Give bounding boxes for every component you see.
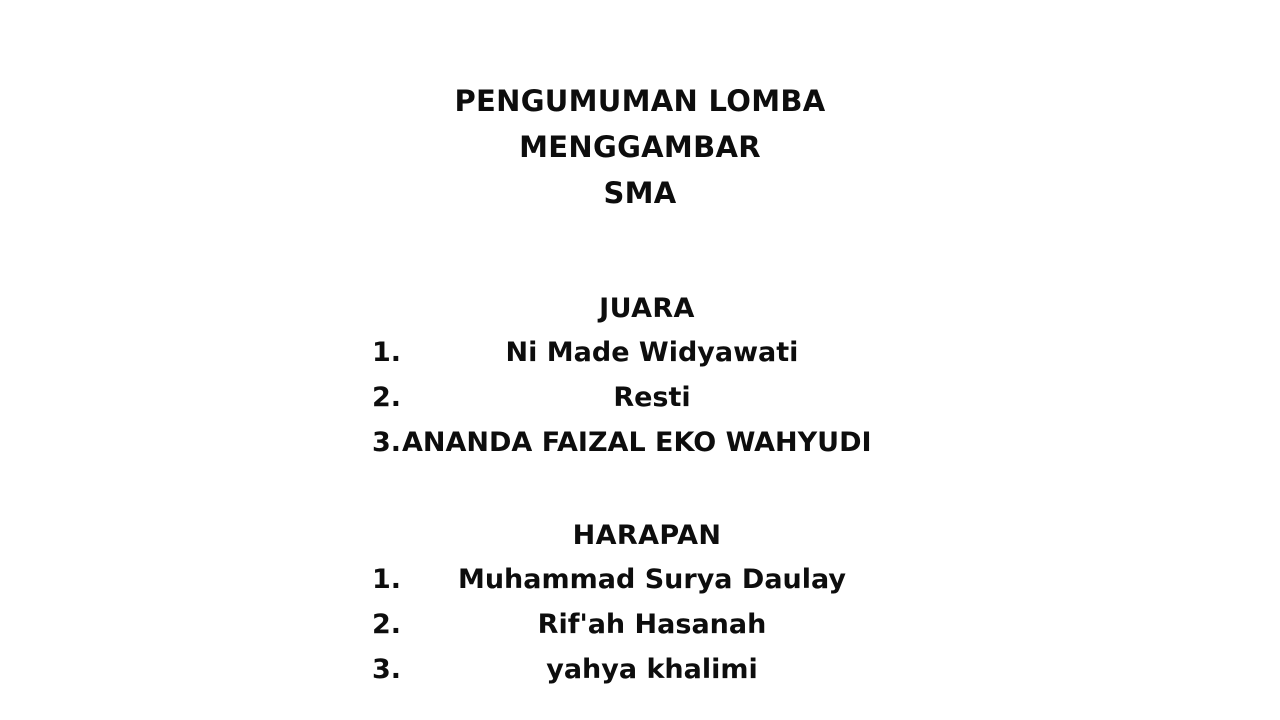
list-item-number: 2. [372,382,402,413]
list-item [0,420,1280,465]
list-item [0,330,1280,375]
list-item-name: Rif'ah Hasanah [537,609,767,640]
list-item [0,557,1280,602]
section-harapan [0,515,1280,692]
list-item-number: 1. [372,564,402,595]
list-item-number: 3. [372,427,402,458]
section-heading-juara: JUARA [599,293,695,324]
section-heading-harapan: HARAPAN [572,520,722,551]
list-item-number: 1. [372,337,402,368]
list-item [0,647,1280,692]
title-line-3: SMA [603,176,677,210]
document-title [0,78,1280,216]
list-item [0,602,1280,647]
list-item [0,375,1280,420]
section-juara [0,288,1280,465]
list-item-name: Ni Made Widyawati [505,337,799,368]
list-item-number: 2. [372,609,402,640]
list-item-name: ANANDA FAIZAL EKO WAHYUDI [402,427,872,458]
title-line-2: MENGGAMBAR [519,130,761,164]
list-item-name: Resti [613,382,691,413]
list-item-number: 3. [372,654,402,685]
list-item-name: yahya khalimi [546,654,758,685]
title-line-1: PENGUMUMAN LOMBA [454,84,826,118]
list-item-name: Muhammad Surya Daulay [457,564,847,595]
